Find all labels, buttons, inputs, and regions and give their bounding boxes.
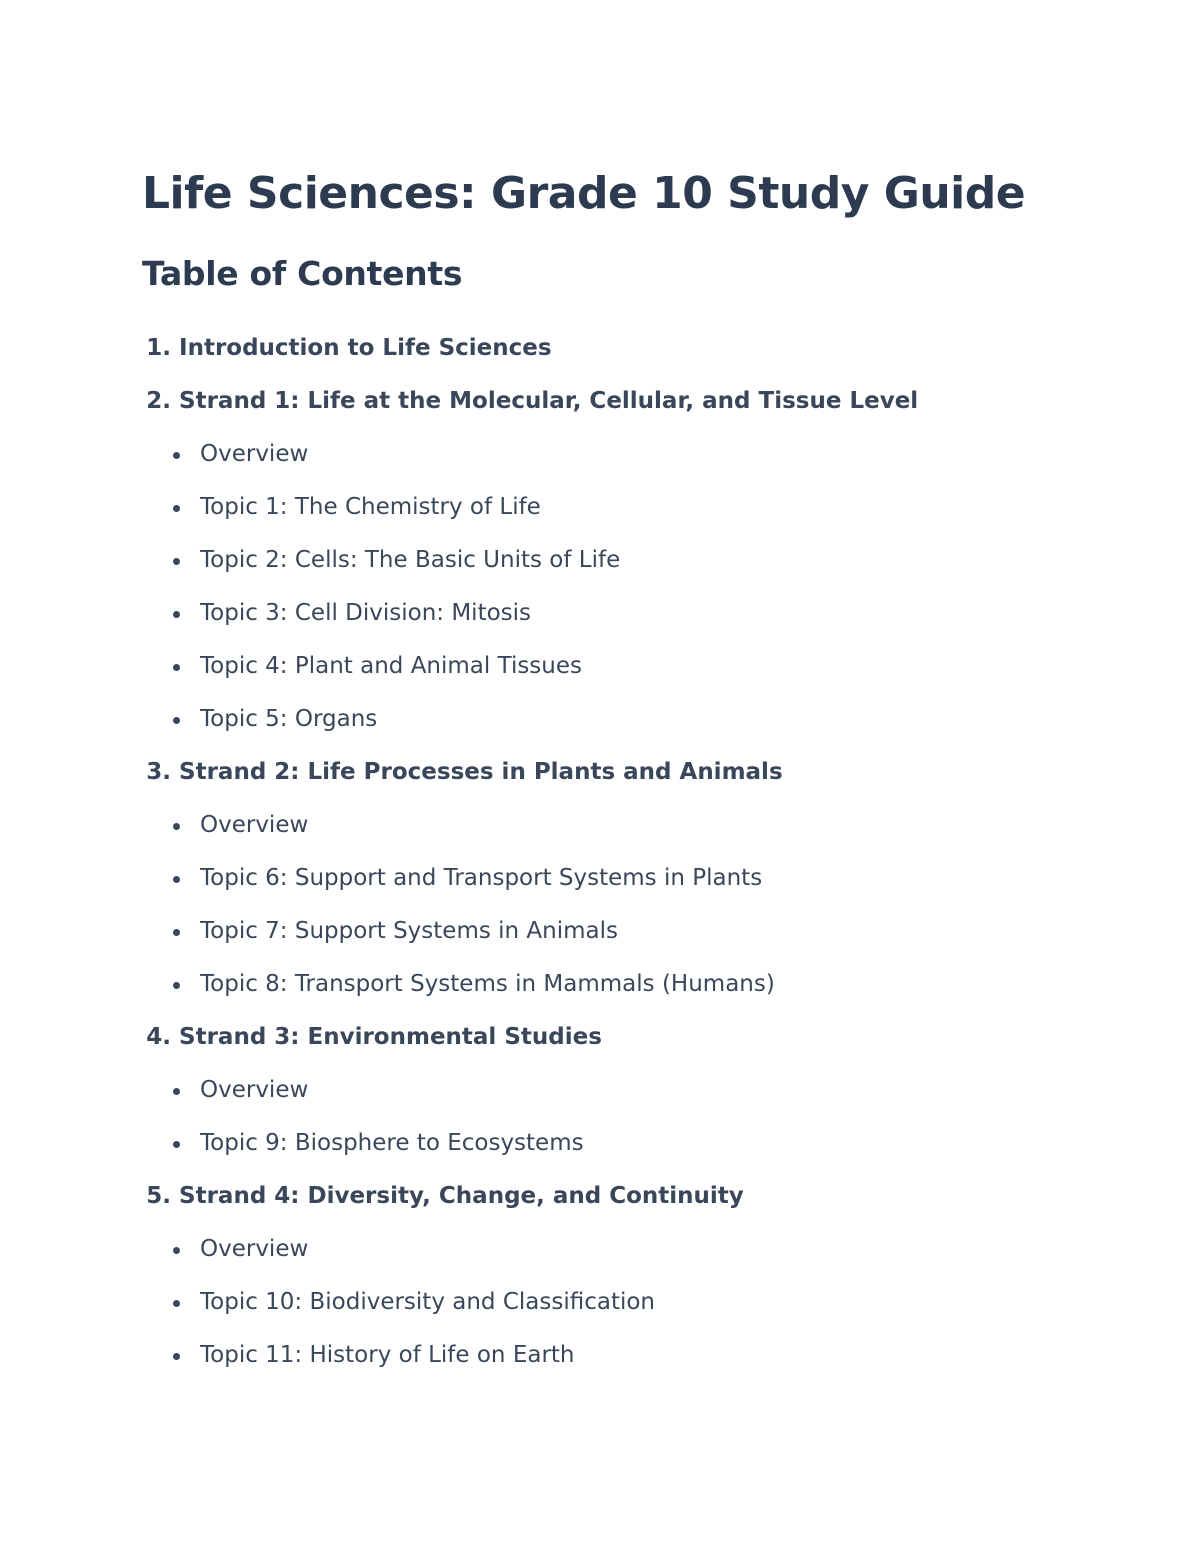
toc-subsection-item[interactable] [142,640,1102,693]
bullet-dot-icon [173,611,180,618]
toc-section-number: 4. [146,1024,171,1050]
toc-section-heading[interactable] [142,375,1102,428]
toc-section-5 [142,1170,1102,1382]
toc-section-number: 5. [146,1183,171,1209]
bullet-dot-icon [173,505,180,512]
bullet-dot-icon [173,1141,180,1148]
toc-subsection-label: Topic 2: Cells: The Basic Units of Life [200,547,621,573]
toc-subsection-label: Overview [200,812,309,838]
toc-subsection-item[interactable] [142,1223,1102,1276]
bullet-dot-icon [173,452,180,459]
toc-subsection-list [142,1064,1102,1170]
toc-subsection-list [142,799,1102,1011]
toc-subsection-label: Overview [200,1077,309,1103]
toc-subsection-label: Topic 7: Support Systems in Animals [200,918,618,944]
toc-subsection-item[interactable] [142,852,1102,905]
toc-section-heading[interactable] [142,322,1102,375]
toc-subsection-label: Topic 4: Plant and Animal Tissues [200,653,583,679]
toc-section-heading[interactable] [142,1170,1102,1223]
bullet-dot-icon [173,876,180,883]
toc-section-heading[interactable] [142,1011,1102,1064]
toc-section-1 [142,322,1102,375]
toc-subsection-label: Topic 1: The Chemistry of Life [200,494,541,520]
toc-section-title: Strand 2: Life Processes in Plants and Animals [179,759,783,785]
bullet-dot-icon [173,1300,180,1307]
bullet-dot-icon [173,1247,180,1254]
toc-subsection-list [142,428,1102,746]
bullet-dot-icon [173,717,180,724]
document-title: Life Sciences: Grade 10 Study Guide [142,168,1026,219]
toc-subsection-label: Topic 8: Transport Systems in Mammals (Humans) [200,971,775,997]
toc-subsection-item[interactable] [142,958,1102,1011]
toc-section-number: 3. [146,759,171,785]
toc-subsection-list [142,1223,1102,1382]
toc-subsection-label: Topic 5: Organs [200,706,378,732]
toc-heading: Table of Contents [142,254,463,293]
toc-section-number: 1. [146,335,171,361]
bullet-dot-icon [173,1088,180,1095]
toc-subsection-item[interactable] [142,481,1102,534]
toc-subsection-item[interactable] [142,1064,1102,1117]
toc-subsection-label: Topic 9: Biosphere to Ecosystems [200,1130,584,1156]
bullet-dot-icon [173,929,180,936]
bullet-dot-icon [173,664,180,671]
toc-subsection-label: Topic 6: Support and Transport Systems in Plants [200,865,763,891]
toc-section-number: 2. [146,388,171,414]
toc-subsection-label: Topic 3: Cell Division: Mitosis [200,600,532,626]
toc-subsection-item[interactable] [142,1329,1102,1382]
toc-subsection-item[interactable] [142,587,1102,640]
toc-section-3 [142,746,1102,1011]
toc-section-title: Introduction to Life Sciences [179,335,552,361]
bullet-dot-icon [173,823,180,830]
toc-subsection-item[interactable] [142,693,1102,746]
toc-section-title: Strand 1: Life at the Molecular, Cellular, and Tissue Level [179,388,919,414]
bullet-dot-icon [173,1353,180,1360]
toc-section-title: Strand 3: Environmental Studies [179,1024,602,1050]
toc-subsection-label: Overview [200,441,309,467]
toc-subsection-item[interactable] [142,1117,1102,1170]
toc-section-4 [142,1011,1102,1170]
toc-subsection-item[interactable] [142,534,1102,587]
toc-subsection-label: Topic 11: History of Life on Earth [200,1342,575,1368]
toc-subsection-item[interactable] [142,799,1102,852]
table-of-contents [142,322,1102,1382]
document-page [142,166,1102,1382]
toc-subsection-label: Topic 10: Biodiversity and Classification [200,1289,656,1315]
toc-section-heading[interactable] [142,746,1102,799]
toc-subsection-item[interactable] [142,905,1102,958]
toc-section-2 [142,375,1102,746]
bullet-dot-icon [173,558,180,565]
toc-subsection-item[interactable] [142,428,1102,481]
toc-subsection-item[interactable] [142,1276,1102,1329]
toc-subsection-label: Overview [200,1236,309,1262]
toc-section-title: Strand 4: Diversity, Change, and Continuity [179,1183,744,1209]
bullet-dot-icon [173,982,180,989]
